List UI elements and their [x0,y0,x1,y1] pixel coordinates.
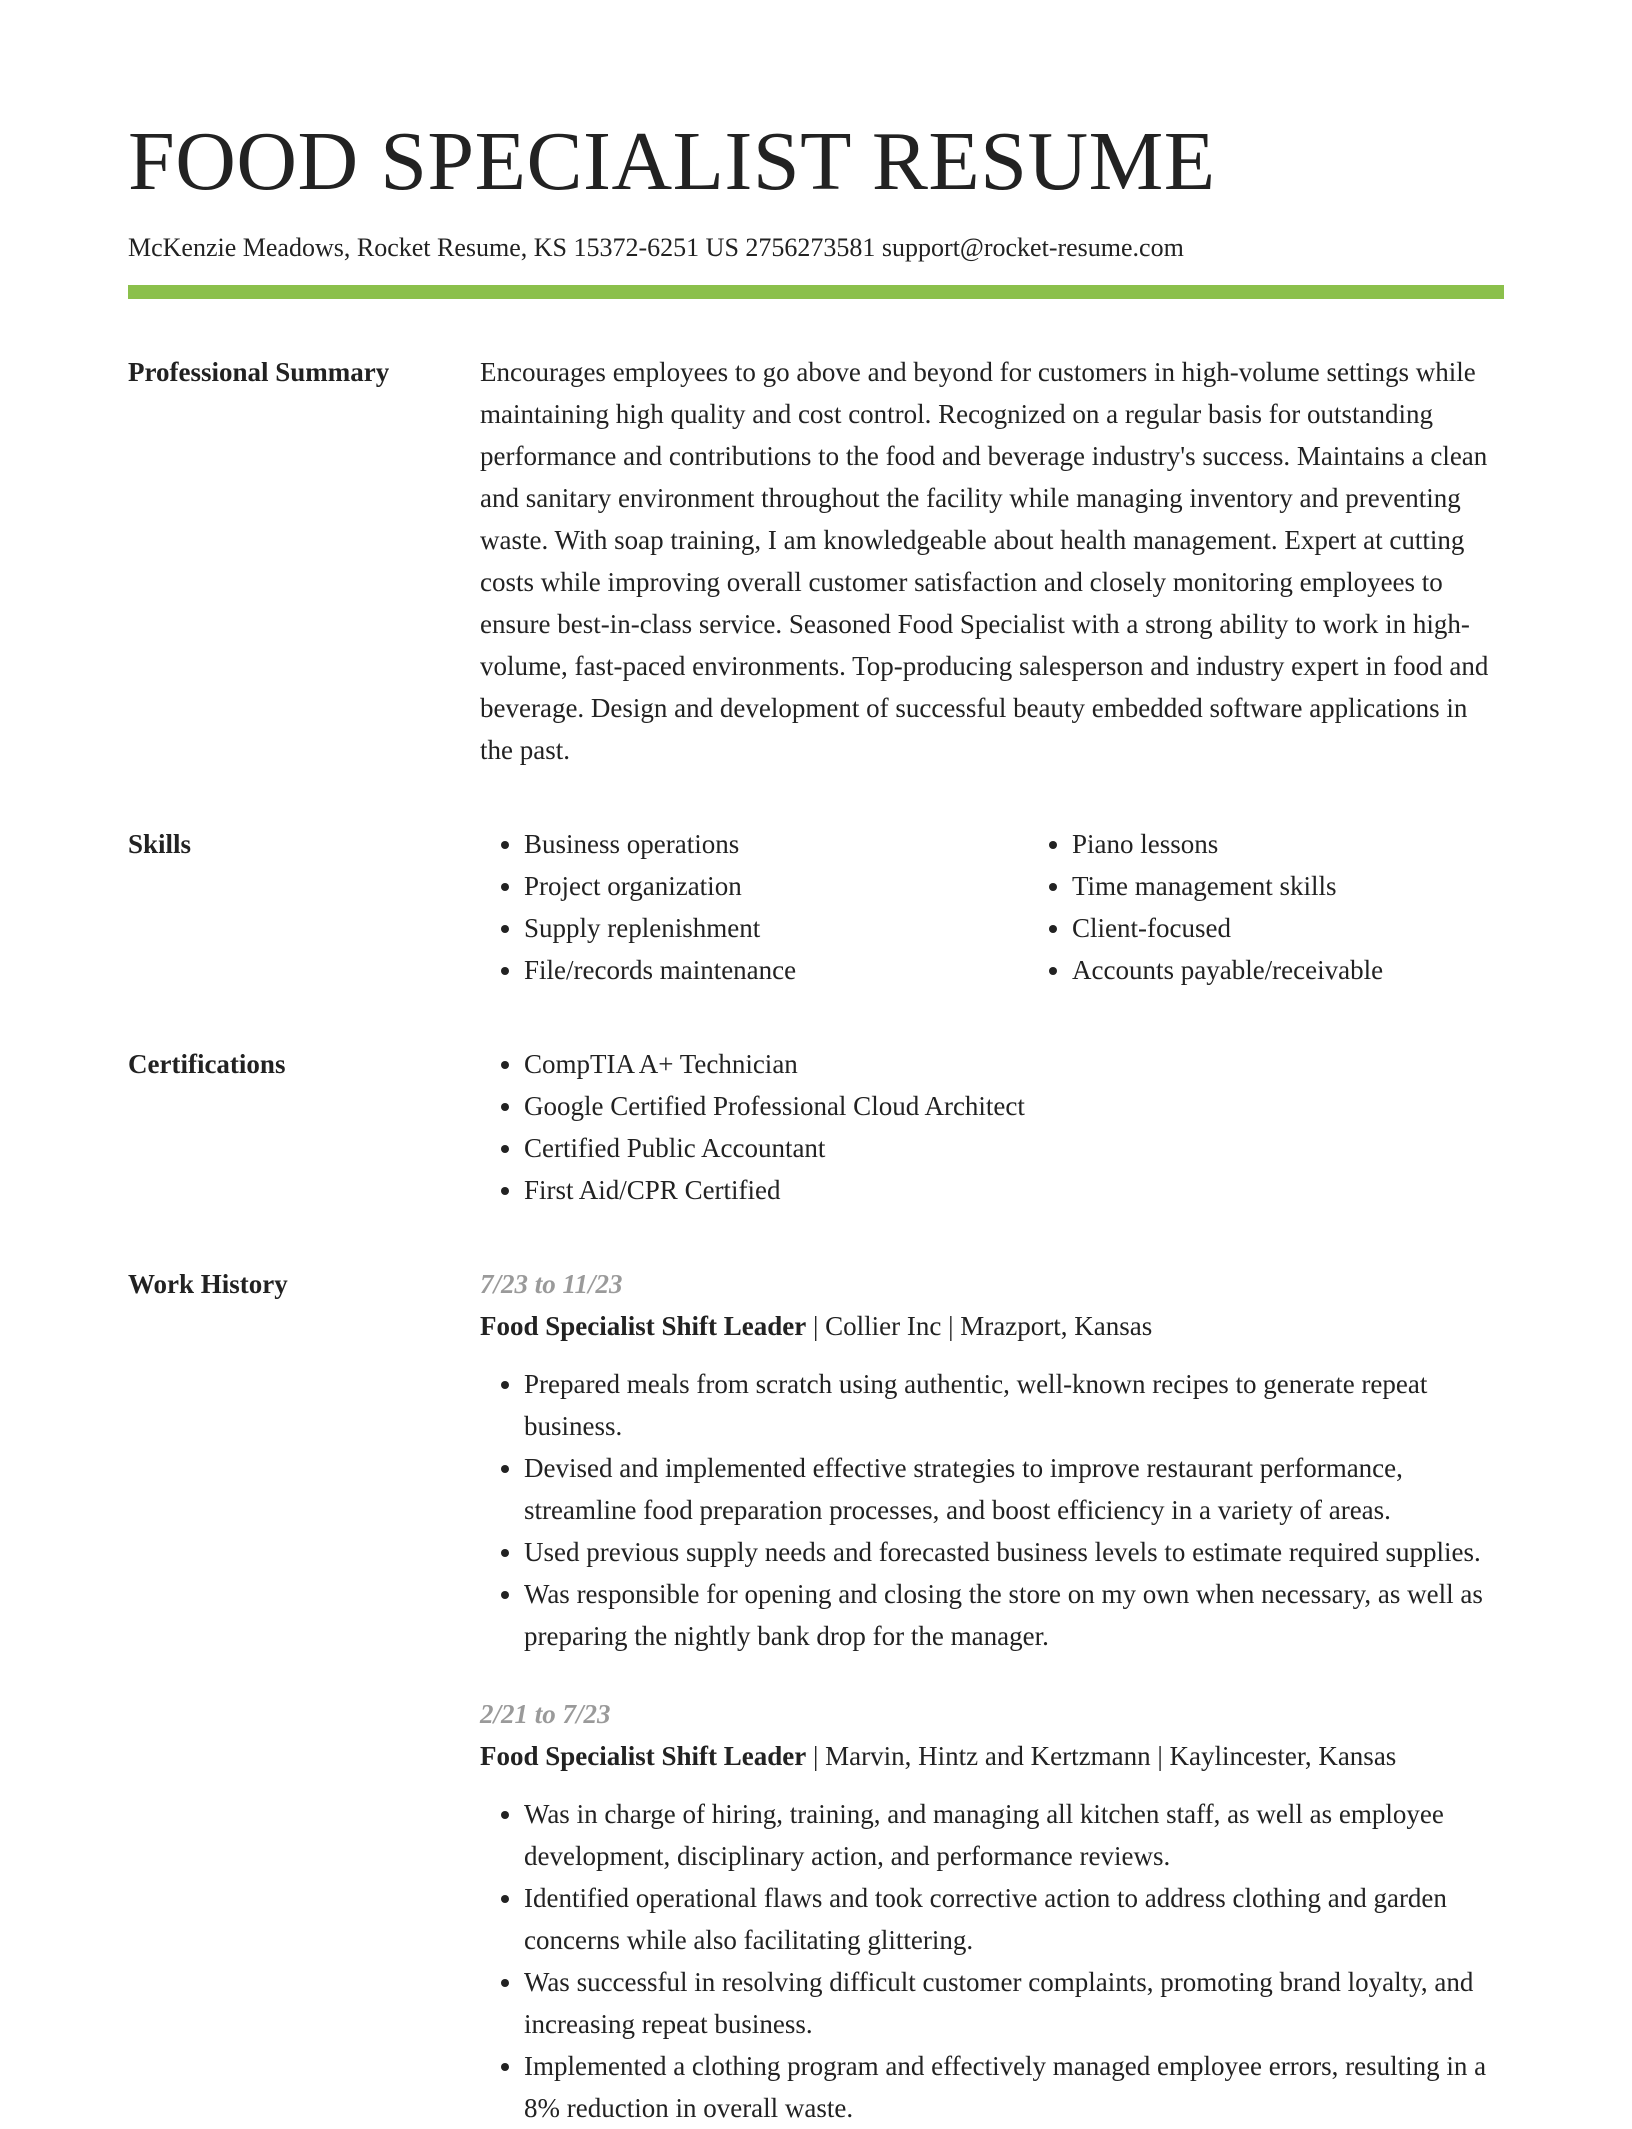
skill-item: • File/records maintenance [524,949,1028,991]
job-bullets [480,1363,1504,1657]
job-entry [480,1263,1504,1657]
work-history-section [128,1263,1504,2129]
section-label-certifications: Certifications [128,1049,286,1080]
resume-title: FOOD SPECIALIST RESUME [128,115,1216,208]
job-bullet: • Devised and implemented effective strategies to improve restaurant performance, streamline food preparation processes, and boost efficiency in a variety of areas. [524,1447,1504,1531]
job-bullet: • Used previous supply needs and forecasted business levels to estimate required supplies. [524,1531,1504,1573]
job-bullet: • Identified operational flaws and took corrective action to address clothing and garden concerns while also facilitating glittering. [524,1877,1504,1961]
resume-page [128,115,1504,2129]
section-label-summary: Professional Summary [128,357,390,388]
skill-item: • Project organization [524,865,1028,907]
section-label-work-history: Work History [128,1269,288,1300]
skills-list-left [480,823,1028,991]
job-bullets [480,1793,1504,2129]
job-title: Food Specialist Shift Leader [480,1311,807,1342]
job-bullet: • Was successful in resolving difficult customer complaints, promoting brand loyalty, and increasing repeat business. [524,1961,1504,2045]
skill-item: • Business operations [524,823,1028,865]
certification-item: • Certified Public Accountant [524,1127,1504,1169]
skills-section [128,823,1504,991]
accent-divider [128,285,1504,299]
job-title: Food Specialist Shift Leader [480,1741,807,1772]
certifications-section [128,1043,1504,1211]
job-dates: 2/21 to 7/23 [480,1699,611,1730]
certifications-list [480,1043,1504,1211]
skills-list-right [1028,823,1576,991]
certification-item: • Google Certified Professional Cloud Architect [524,1085,1504,1127]
job-bullet: • Was in charge of hiring, training, and managing all kitchen staff, as well as employee development, disciplinary action, and performance reviews. [524,1793,1504,1877]
job-company-location: | Marvin, Hintz and Kertzmann | Kaylincester, Kansas [806,1741,1397,1772]
skill-item: • Supply replenishment [524,907,1028,949]
job-bullet: • Was responsible for opening and closing the store on my own when necessary, as well as preparing the nightly bank drop for the manager. [524,1573,1504,1657]
job-bullet: • Prepared meals from scratch using authentic, well-known recipes to generate repeat business. [524,1363,1504,1447]
summary-text: Encourages employees to go above and beyond for customers in high-volume settings while maintaining high quality and cost control. Recognized on a regular basis for outstanding performance and contributions to the food and beverage industry's success. Maintains a clean and sanitary environment throughout the facility while managing inventory and preventing waste. With soap training, I am knowledgeable about health management. Expert at cutting costs while improving overall customer satisfaction and closely monitoring employees to ensure best-in-class service. Seasoned Food Specialist with a strong ability to work in high-volume, fast-paced environments. Top-producing salesperson and industry expert in food and beverage. Design and development of successful beauty embedded software applications in the past. [480,357,1489,766]
job-heading [480,1305,1504,1347]
job-bullet: • Implemented a clothing program and effectively managed employee errors, resulting in a 8% reduction in overall waste. [524,2045,1504,2129]
job-company-location: | Collier Inc | Mrazport, Kansas [806,1311,1153,1342]
skill-item: • Time management skills [1072,865,1576,907]
skill-item: • Client-focused [1072,907,1576,949]
certification-item: • First Aid/CPR Certified [524,1169,1504,1211]
job-heading [480,1735,1504,1777]
job-entry [480,1693,1504,2129]
professional-summary-section [128,351,1504,771]
certification-item: • CompTIA A+ Technician [524,1043,1504,1085]
skill-item: • Piano lessons [1072,823,1576,865]
job-dates: 7/23 to 11/23 [480,1269,623,1300]
contact-line: McKenzie Meadows, Rocket Resume, KS 15372-6251 US 2756273581 support@rocket-resume.com [128,233,1184,262]
section-label-skills: Skills [128,829,192,860]
skill-item: • Accounts payable/receivable [1072,949,1576,991]
